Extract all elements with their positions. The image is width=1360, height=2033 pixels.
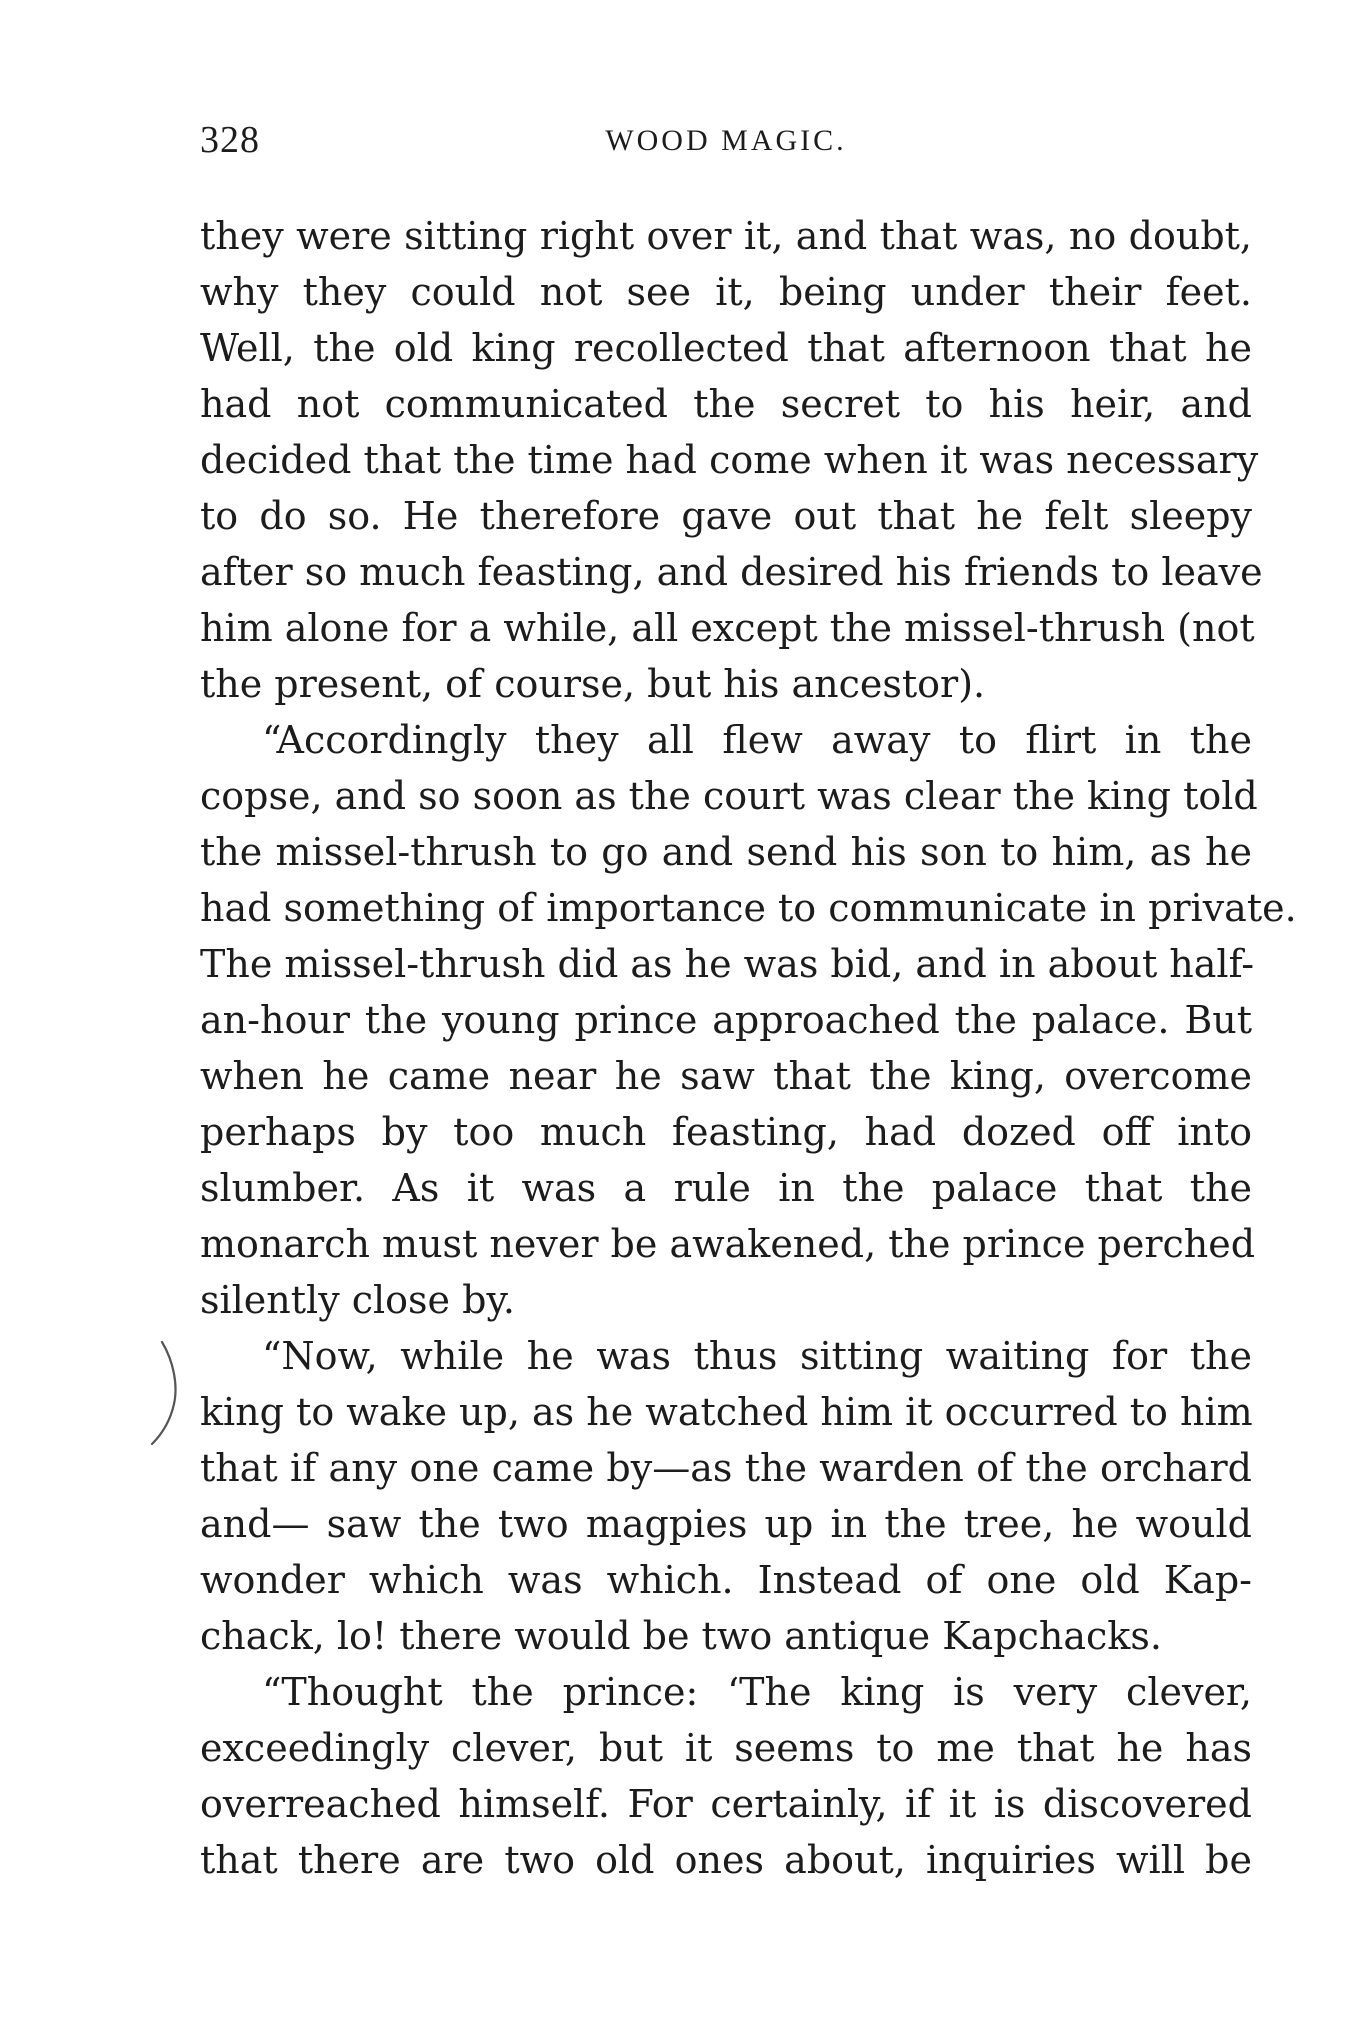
page-number: 328 xyxy=(200,119,260,161)
text-line: “Accordingly they all flew away to flirt in the xyxy=(262,718,1252,762)
text-line: him alone for a while, all except the missel-thrush (not xyxy=(200,606,1255,650)
page-header xyxy=(200,118,1252,168)
paragraph-2 xyxy=(200,712,1297,1328)
text-line: an-hour the young prince approached the palace. But xyxy=(200,998,1252,1042)
text-line: the missel-thrush to go and send his son to him, as he xyxy=(200,830,1252,874)
text-line: after so much feasting, and desired his friends to leave xyxy=(200,550,1263,594)
pencil-bracket-mark xyxy=(148,1338,188,1448)
text-line: overreached himself. For certainly, if it is discovered xyxy=(200,1782,1252,1826)
text-line: “Thought the prince: ‘The king is very clever, xyxy=(262,1670,1252,1714)
body-text xyxy=(200,208,1297,1888)
text-line: to do so. He therefore gave out that he felt sleepy xyxy=(200,494,1252,538)
text-line: they were sitting right over it, and that was, no doubt, xyxy=(200,214,1252,258)
text-line: The missel-thrush did as he was bid, and in about half- xyxy=(200,942,1255,986)
paragraph-3 xyxy=(200,1328,1252,1664)
text-line: chack, lo! there would be two antique Kapchacks. xyxy=(200,1614,1162,1658)
text-line: “Now, while he was thus sitting waiting for the xyxy=(262,1334,1252,1378)
text-line: why they could not see it, being under their feet. xyxy=(200,270,1252,314)
text-line: silently close by. xyxy=(200,1278,515,1322)
text-line: that if any one came by—as the warden of the orchard xyxy=(200,1446,1252,1490)
text-line: the present, of course, but his ancestor). xyxy=(200,662,986,706)
text-line: when he came near he saw that the king, overcome xyxy=(200,1054,1252,1098)
paragraph-4 xyxy=(200,1664,1252,1888)
paragraph-1 xyxy=(200,208,1263,712)
text-line: monarch must never be awakened, the prince perched xyxy=(200,1222,1256,1266)
text-line: and— saw the two magpies up in the tree, he would xyxy=(200,1502,1252,1546)
running-title: WOOD MAGIC. xyxy=(605,124,847,157)
text-line: perhaps by too much feasting, had dozed off into xyxy=(200,1110,1252,1154)
text-line: had something of importance to communicate in private. xyxy=(200,886,1297,930)
text-line: slumber. As it was a rule in the palace that the xyxy=(200,1166,1252,1210)
text-line: exceedingly clever, but it seems to me that he has xyxy=(200,1726,1252,1770)
text-line: king to wake up, as he watched him it occurred to him xyxy=(200,1390,1253,1434)
text-line: had not communicated the secret to his heir, and xyxy=(200,382,1252,426)
text-line: wonder which was which. Instead of one old Kap- xyxy=(200,1558,1252,1602)
text-line: Well, the old king recollected that afternoon that he xyxy=(200,326,1252,370)
text-line: copse, and so soon as the court was clear the king told xyxy=(200,774,1258,818)
text-line: that there are two old ones about, inquiries will be xyxy=(200,1838,1252,1882)
text-line: decided that the time had come when it was necessary xyxy=(200,438,1259,482)
